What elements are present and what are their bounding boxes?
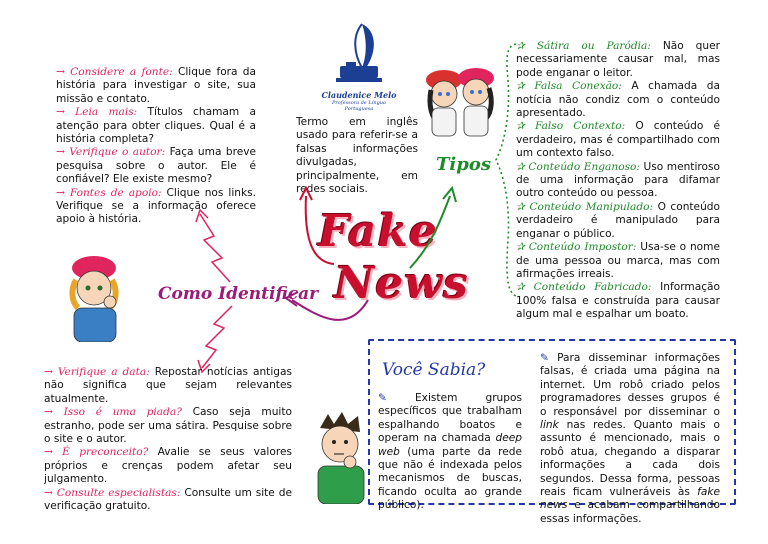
como-identificar-top-list xyxy=(56,66,256,227)
list-item: ✰ Conteúdo Impostor: Usa-se o nome de uma pessoa ou marca, mas com afirmações irreais. xyxy=(516,241,720,280)
arrow-to-tipos xyxy=(410,196,450,268)
list-item: → Isso é uma piada? Caso seja muito estranho, pode ser uma sátira. Pesquise sobre o site e o autor. xyxy=(44,406,293,446)
list-item: ✰ Conteúdo Fabricado: Informação 100% falsa e construída para causar algum mal e espalhar um boato. xyxy=(516,281,720,321)
list-item: → Consulte especialistas: Consulte um site de verificação gratuito. xyxy=(44,486,293,513)
voce-sabia-heading: Você Sabia? xyxy=(382,360,486,380)
list-item: → Verifique a data: Repostar notícias antigas não significa que sejam relevantes atualmente. xyxy=(44,366,292,405)
definition-text: Termo em inglês usado para referir-se a falsas informações divulgadas, principalmente, em redes sociais. xyxy=(296,116,418,196)
thinking-boy-illustration xyxy=(304,408,376,504)
list-item: → Fontes de apoio: Clique nos links. Verifique se a informação oferece apoio à história. xyxy=(56,186,256,226)
tipos-list xyxy=(516,40,720,322)
como-identificar-heading: Como Identificar xyxy=(158,284,319,304)
arrow-to-definition xyxy=(306,196,334,264)
list-item: ✰ Falso Contexto: O conteúdo é verdadeiro, mas é compartilhado com um contexto falso. xyxy=(516,120,720,160)
como-identificar-bottom-list xyxy=(44,366,292,513)
thinking-girl-illustration xyxy=(54,250,140,342)
pencil-icon: ✎ xyxy=(378,392,387,404)
zigzag-down xyxy=(202,306,232,368)
girls-illustration xyxy=(420,62,502,138)
list-item: ✰ Conteúdo Manipulado: O conteúdo verdadeiro é manipulado para enganar o público. xyxy=(516,200,720,240)
pencil-icon: ✎ xyxy=(540,352,549,364)
title-news: News xyxy=(334,258,469,309)
voce-sabia-right-text: ✎ Para disseminar informações falsas, é criada uma página na internet. Um robô criado pelos programadores desses grupos é o responsável por disseminar o link nas redes. Quanto mais o assunto é mencionado, mais o robô atua, chegando a disparar informações a cada dois segundos. Dessa forma, pessoas reais ficam vulneráveis às fake news e acabam compartilhando essas informações. xyxy=(540,352,720,525)
logo-name: Claudenice Melo xyxy=(321,90,397,100)
list-item: ✰ Conteúdo Enganoso: Uso mentiroso de uma informação para difamar outro conteúdo ou pessoa. xyxy=(516,160,721,200)
logo-subtitle: Professora de Língua Portuguesa xyxy=(332,100,386,112)
voce-sabia-left-text: ✎ Existem grupos específicos que trabalham espalhando boatos e operam na chamada deep web (uma parte da rede que não é indexada pelos mecanismos de buscas, ficando oculta ao grande público). xyxy=(378,392,522,512)
list-item: ✰ Sátira ou Paródia: Não quer necessariamente causar mal, mas pode enganar o leitor. xyxy=(516,40,720,79)
tipos-heading: Tipos xyxy=(436,154,491,175)
list-item: → É preconceito? Avalie se seus valores próprios e crenças podem afetar seu julgamento. xyxy=(44,446,292,486)
list-item: → Leia mais: Títulos chamam a atenção para obter cliques. Qual é a história completa? xyxy=(56,106,257,146)
list-item: → Verifique o autor: Faça uma breve pesquisa sobre o autor. Ele é confiável? Ele existe mesmo? xyxy=(56,146,256,186)
list-item: ✰ Falsa Conexão: A chamada da notícia não condiz com o conteúdo apresentado. xyxy=(516,80,720,120)
list-item: → Considere a fonte: Clique fora da história para investigar o site, sua missão e contato. xyxy=(56,66,256,105)
title-fake: Fake xyxy=(318,206,438,257)
